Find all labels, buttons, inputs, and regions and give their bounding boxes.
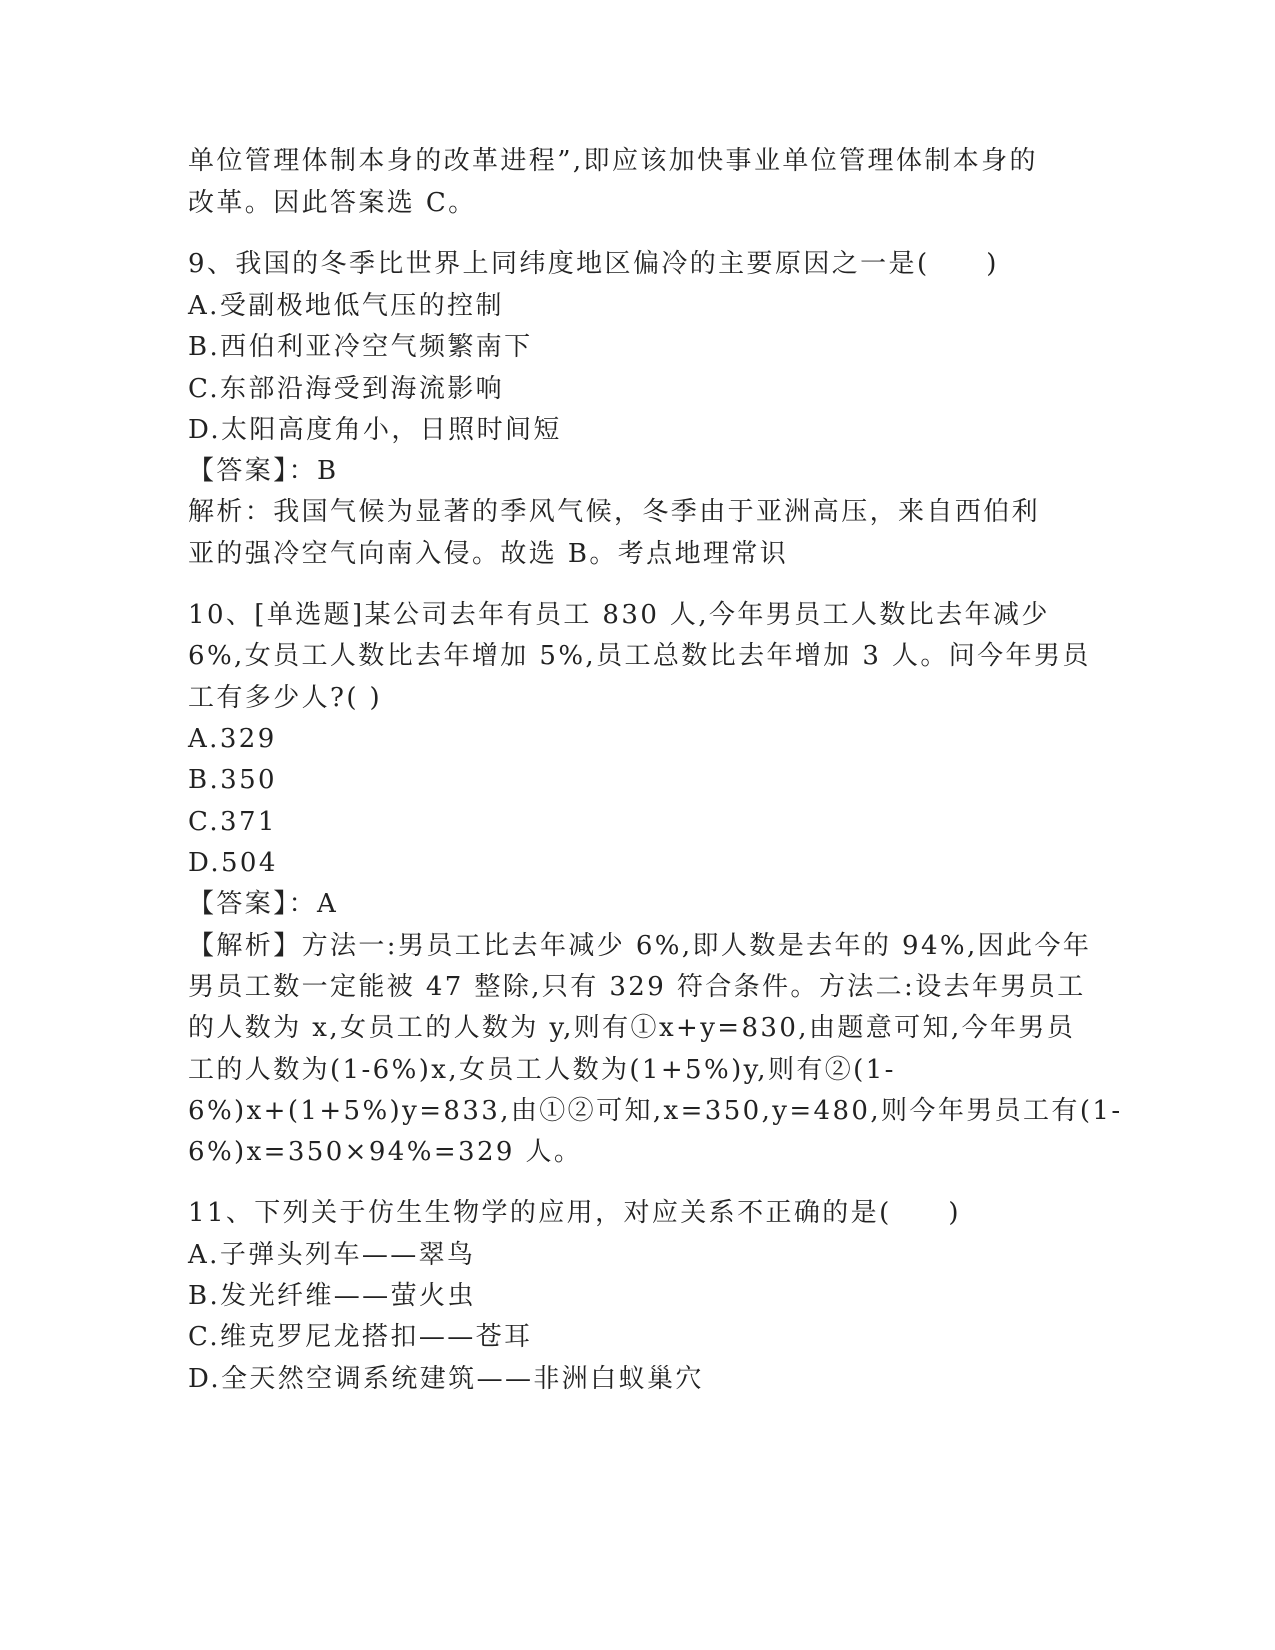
q10-option-a: A.329 (188, 724, 277, 754)
q11-option-b: B.发光纤维——萤火虫 (188, 1281, 476, 1311)
continuation-line-2: 改革。因此答案选 C。 (188, 188, 477, 218)
q10-stem-line-1: 10、[单选题]某公司去年有员工 830 人,今年男员工人数比去年减少 (188, 600, 1050, 630)
q9-answer: 【答案】：B (188, 456, 339, 486)
q10-analysis-line-3: 的人数为 x,女员工的人数为 y,则有①x+y=830,由题意可知,今年男员 (188, 1013, 1076, 1043)
q9-option-d: D.太阳高度角小，日照时间短 (188, 415, 562, 445)
q10-analysis-line-6: 6%)x=350×94%=329 人。 (188, 1137, 583, 1167)
continuation-line-1: 单位管理体制本身的改革进程”,即应该加快事业单位管理体制本身的 (188, 146, 1038, 176)
q11-option-d: D.全天然空调系统建筑——非洲白蚁巢穴 (188, 1364, 704, 1394)
q11-option-a: A.子弹头列车——翠鸟 (188, 1240, 476, 1270)
q10-stem-line-2: 6%,女员工人数比去年增加 5%,员工总数比去年增加 3 人。问今年男员 (188, 641, 1091, 671)
q10-stem-line-3: 工有多少人?( ) (188, 683, 383, 713)
q9-analysis-line-2: 亚的强冷空气向南入侵。故选 B。考点地理常识 (188, 539, 789, 569)
q10-option-b: B.350 (188, 765, 277, 795)
q9-analysis-line-1: 解析：我国气候为显著的季风气候，冬季由于亚洲高压，来自西伯利 (188, 497, 1041, 527)
q10-analysis-line-2: 男员工数一定能被 47 整除,只有 329 符合条件。方法二:设去年男员工 (188, 972, 1086, 1002)
q10-analysis-line-5: 6%)x+(1+5%)y=833,由①②可知,x=350,y=480,则今年男员工有(1- (188, 1096, 1123, 1126)
q11-stem: 11、下列关于仿生生物学的应用，对应关系不正确的是( ) (188, 1198, 961, 1228)
q10-option-c: C.371 (188, 807, 277, 837)
q10-analysis-line-1: 【解析】方法一:男员工比去年减少 6%,即人数是去年的 94%,因此今年 (188, 931, 1092, 961)
q10-option-d: D.504 (188, 848, 278, 878)
q10-analysis-line-4: 工的人数为(1-6%)x,女员工人数为(1+5%)y,则有②(1- (188, 1055, 896, 1085)
q9-stem: 9、我国的冬季比世界上同纬度地区偏冷的主要原因之一是( ) (188, 249, 999, 279)
q9-option-c: C.东部沿海受到海流影响 (188, 374, 505, 404)
q11-option-c: C.维克罗尼龙搭扣——苍耳 (188, 1322, 533, 1352)
q9-option-b: B.西伯利亚冷空气频繁南下 (188, 332, 533, 362)
q10-answer: 【答案】：A (188, 889, 339, 919)
q9-option-a: A.受副极地低气压的控制 (188, 291, 504, 321)
